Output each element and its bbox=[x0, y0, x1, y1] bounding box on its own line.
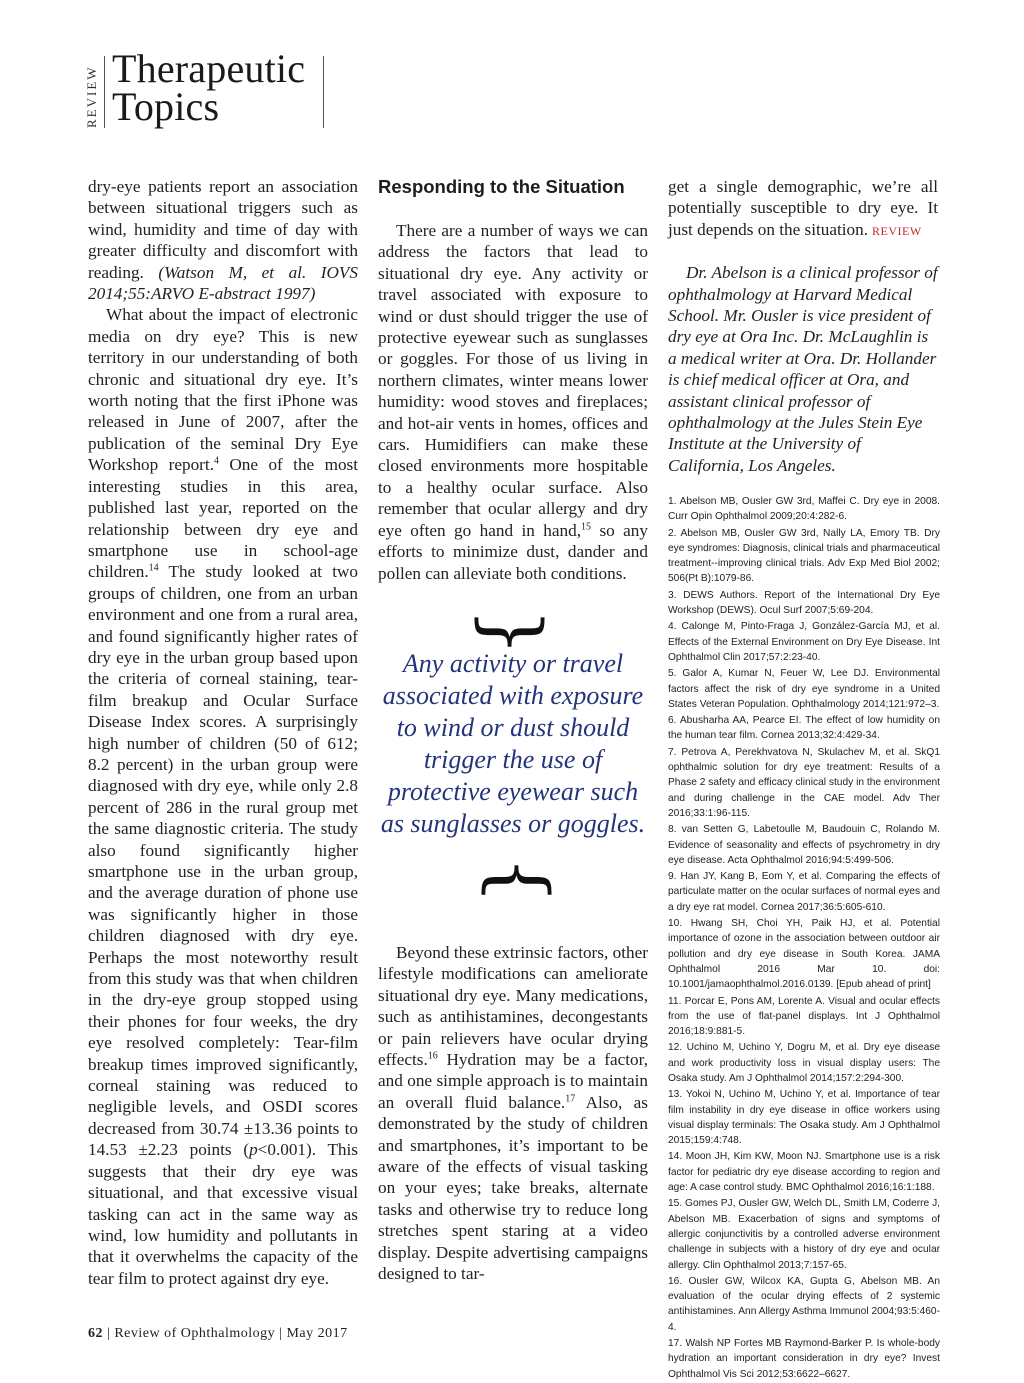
section-label: REVIEW bbox=[84, 65, 99, 128]
reference-marker: 17 bbox=[565, 1093, 576, 1105]
reference-item: 14. Moon JH, Kim KW, Moon NJ. Smartphone use is a risk factor for pediatric dry eye disease according to region and age: A case control study. BMC Ophthalmol 2016;16:1:188. bbox=[668, 1151, 940, 1194]
col1-p1-citation: (Watson M, et al. IOVS 2014;55:ARVO E-abstract 1997) bbox=[88, 262, 358, 304]
col1-paragraph-2 bbox=[88, 304, 358, 1289]
col2-p1-a: There are a number of ways we can address the factors that lead to situational dry eye. Any activity or travel associated with exposure to wind or dust should trigger the use of protective eyewear such as sunglasses or goggles. For those of us living in northern climates, winter means lower humidity: wood stoves and fireplaces; and hot-air vents in homes, offices and cars. Humidifiers can make these closed environments more hospitable to a healthy ocular surface. Also remember that ocular allergy and dry eye often go hand in hand, bbox=[378, 221, 648, 540]
issue-date: May 2017 bbox=[286, 1326, 348, 1341]
title-line-1: Therapeutic bbox=[112, 46, 306, 91]
footer-separator: | bbox=[275, 1326, 287, 1341]
col2-p2-b: Hydration may be a factor, and one simple approach is to maintain an overall fluid balance. bbox=[378, 1050, 648, 1112]
reference-item: 15. Gomes PJ, Ousler GW, Welch DL, Smith LM, Coderre J, Abelson MB. Exacerbation of signs and symptoms of allergic conjunctivitis by a controlled adverse environment challenge in subjects with a history of dry eye and ocular allergy. Clin Ophthalmol 2013;7:157-65. bbox=[668, 1198, 940, 1271]
col1-p2-d: <0.001). This suggests that their dry eye was situational, and that excessive visual tasking can act in the same way as wind, low humidity and pollutants in that it overwhelms the capacity of the tear film to protect against dry eye. bbox=[88, 1140, 358, 1288]
reference-marker: 15 bbox=[581, 520, 592, 532]
column-2-continued bbox=[378, 942, 648, 1285]
reference-marker: 4 bbox=[213, 455, 219, 467]
reference-item: 17. Walsh NP Fortes MB Raymond-Barker P. Is whole-body hydration an important consideration in dry eye? Invest Ophthalmol Vis Sci 2012;53:6622–6627. bbox=[668, 1338, 940, 1380]
brace-top-icon: } bbox=[469, 607, 558, 657]
column-3 bbox=[668, 176, 938, 476]
pull-quote bbox=[378, 600, 648, 930]
col3-p1-text: get a single demographic, we’re all potentially susceptible to dry eye. It just depends on the situation. bbox=[668, 177, 938, 239]
col1-p1-text: dry-eye patients report an association between situational triggers such as wind, humidity and time of day with greater difficulty and discomfort with reading. bbox=[88, 177, 358, 282]
reference-item: 8. van Setten G, Labetoulle M, Baudouin C, Rolando M. Evidence of seasonality and effects of psychrometry in dry eye disease. Acta Ophthalmol 2016;94:5:499-506. bbox=[668, 824, 940, 866]
col2-p2-a: Beyond these extrinsic factors, other lifestyle modifications can ameliorate situational dry eye. Many medications, such as antihistamines, decongestants or pain relievers have ocular drying effects. bbox=[378, 943, 648, 1070]
reference-item: 7. Petrova A, Perekhvatova N, Skulachev M, et al. SkQ1 ophthalmic solution for dry eye treatment: Results of a Phase 2 safety and efficacy clinical study in the environment and during challenge in the CAE model. Adv Ther 2016;33:1:96-115. bbox=[668, 746, 940, 819]
col2-p1-b: so any efforts to minimize dust, dander and pollen can alleviate both conditions. bbox=[378, 520, 648, 583]
col1-paragraph-1 bbox=[88, 176, 358, 304]
column-1 bbox=[88, 176, 358, 1289]
author-bio: Dr. Abelson is a clinical professor of ophthalmology at Harvard Medical School. Mr. Ousler is vice president of dry eye at Ora Inc. Dr. McLaughlin is a medical writer at Ora. Dr. Hollander is chief medical officer at Ora, and assistant clinical professor of ophthalmology at the Jules Stein Eye Institute at the University of California, Los Angeles. bbox=[668, 263, 938, 475]
reference-item: 13. Yokoi N, Uchino M, Uchino Y, et al. Importance of tear film instability in dry eye disease in office workers using visual display terminals: The Osaka study. Am J Ophthalmol 2015;159:4:748. bbox=[668, 1089, 940, 1147]
reference-item: 3. DEWS Authors. Report of the International Dry Eye Workshop (DEWS). Ocul Surf 2007;5:69-204. bbox=[668, 589, 940, 617]
reference-item: 4. Calonge M, Pinto-Fraga J, González-García MJ, et al. Effects of the External Environment on Dry Eye Disease. Int Ophthalmol Clin 2017;57:2:23-40. bbox=[668, 621, 940, 663]
reference-item: 1. Abelson MB, Ousler GW 3rd, Maffei C. Dry eye in 2008. Curr Opin Ophthalmol 2009;20:4:282-6. bbox=[668, 496, 940, 523]
col3-paragraph-1 bbox=[668, 176, 938, 242]
title-line-2: Topics bbox=[112, 84, 220, 129]
reference-marker: 16 bbox=[427, 1050, 438, 1062]
end-mark: REVIEW bbox=[872, 223, 922, 238]
page-number: 62 bbox=[88, 1326, 103, 1341]
col2-paragraph-2 bbox=[378, 942, 648, 1285]
reference-item: 11. Porcar E, Pons AM, Lorente A. Visual and ocular effects from the use of flat-panel displays. Int J Ophthalmol 2016;18:9:881-5. bbox=[668, 995, 940, 1038]
reference-item: 16. Ousler GW, Wilcox KA, Gupta G, Abelson MB. An evaluation of the ocular drying effects of 2 systemic antihistamines. Ann Allergy Asthma Immunol 2004;93:5:460-4. bbox=[668, 1275, 940, 1333]
reference-item: 9. Han JY, Kang B, Eom Y, et al. Comparing the effects of particulate matter on the ocular surfaces of normal eyes and a dry eye rat model. Cornea 2017;36:5:605-610. bbox=[668, 871, 940, 913]
brace-bottom-icon: } bbox=[468, 855, 557, 905]
section-heading: Responding to the Situation bbox=[378, 176, 625, 197]
publication-name: Review of Ophthalmology bbox=[114, 1326, 276, 1341]
col1-p2-b: One of the most interesting studies in this area, published last year, reported on the relationship between dry eye and smartphone use in school-age children. bbox=[88, 455, 358, 582]
col2-p2-c: Also, as demonstrated by the study of children and smartphones, it’s important to be aware of the effects of visual tasking on your eyes; take breaks, alternate tasks and otherwise try to reduce long stretches spent staring at a video display. Despite advertising campaigns designed to tar- bbox=[378, 1092, 648, 1284]
reference-item: 5. Galor A, Kumar N, Feuer W, Lee DJ. Environmental factors affect the risk of dry eye syndrome in a United States Veteran Population. Ophthalmology 2014;121:972–3. bbox=[668, 668, 940, 710]
reference-item: 6. Abusharha AA, Pearce EI. The effect of low humidity on the human tear film. Cornea 2013;32:4:429-34. bbox=[668, 715, 940, 742]
reference-item: 2. Abelson MB, Ousler GW 3rd, Nally LA, Emory TB. Dry eye syndromes: Diagnosis, clinical trials and pharmaceutical treatment--improving clinical trials. Adv Exp Med Biol 2002; 506(Pt B):1079-86. bbox=[668, 527, 940, 585]
page-title bbox=[112, 46, 322, 129]
footer-separator: | bbox=[103, 1326, 115, 1341]
reference-item: 12. Uchino M, Uchino Y, Dogru M, et al. Dry eye disease and work productivity loss in visual display users: The Osaka study. Am J Ophthalmol 2014;157:2:294-300. bbox=[668, 1042, 940, 1084]
header-divider-right bbox=[323, 56, 324, 128]
col1-p2-a: What about the impact of electronic media on dry eye? This is new territory in our understanding of both chronic and situational dry eye. It’s worth noting that the first iPhone was released in June of 2007, after the publication of the seminal Dry Eye Workshop report. bbox=[88, 305, 358, 475]
reference-marker: 14 bbox=[148, 562, 159, 574]
pull-quote-text: Any activity or travel associated with exposure to wind or dust should trigger the use of protective eyewear such as sunglasses or goggles. bbox=[380, 649, 646, 838]
col1-p2-p: p bbox=[249, 1140, 258, 1160]
header-divider-left bbox=[104, 56, 105, 128]
reference-item: 10. Hwang SH, Choi YH, Paik HJ, et al. Potential importance of ozone in the association between outdoor air pollution and dry eye disease in South Korea. JAMA Ophthalmol 2016 Mar 10. doi: 10.1001/jamaophthalmol.2016.0139. [Epub ahead of print] bbox=[668, 918, 940, 991]
col1-p2-c: The study looked at two groups of children, one from an urban environment and one from a rural area, and found significantly higher rates of dry eye in the urban group based upon the criteria of corneal staining, tear-film breakup and Ocular Surface Disease Index scores. A surprisingly high number of children (50 of 612; 8.2 percent) in the urban group were diagnosed with dry eye, while only 2.8 percent of 286 in the rural group met the same diagnostic criteria. The study also found significantly higher smartphone use in the urban group, and the average duration of phone use was significantly higher in those children diagnosed with dry eye. Perhaps the most noteworthy result from this study was that when children in the dry-eye group stopped using their phones for four weeks, the dry eye resolved completely: Tear-film breakup times improved significantly, corneal staining was reduced to negligible levels, and OSDI scores decreased from 30.74 ±13.36 points to 14.53 ±2.23 points ( bbox=[88, 562, 358, 1160]
references-list bbox=[668, 494, 940, 1383]
page-footer bbox=[88, 1326, 348, 1342]
